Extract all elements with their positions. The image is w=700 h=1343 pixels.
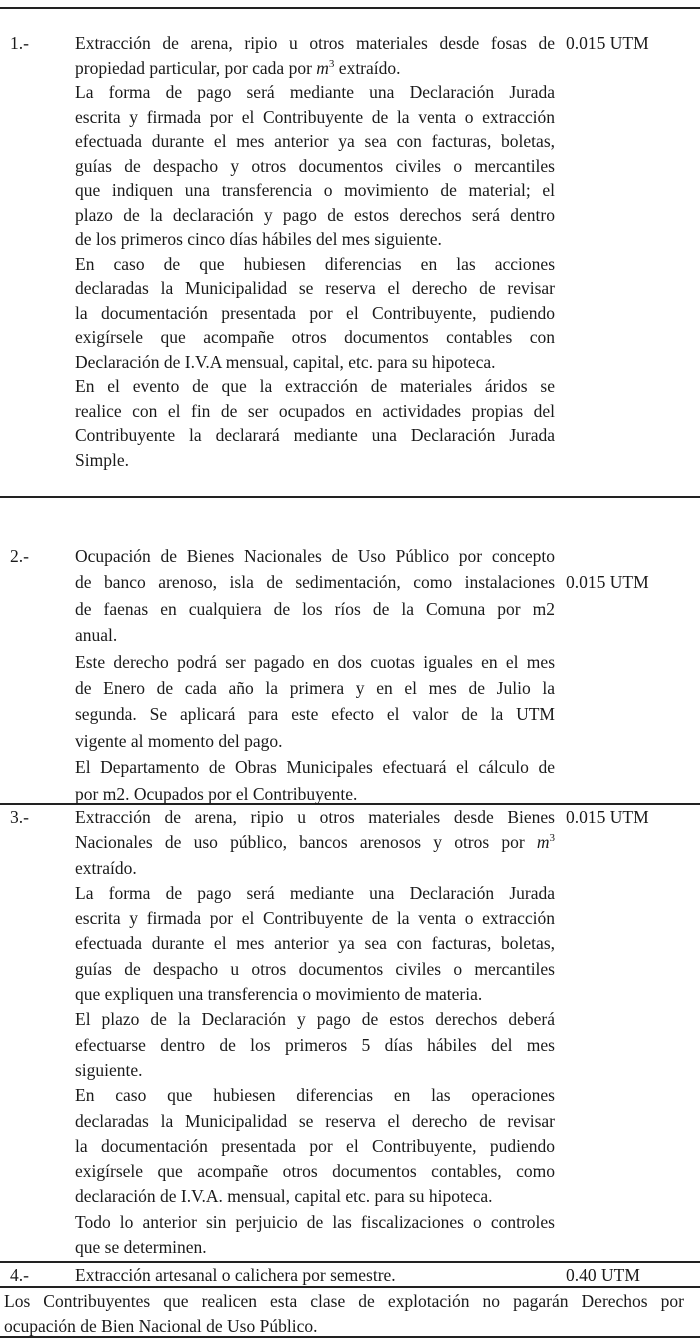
rule-after-item-1 [0, 496, 700, 498]
item-amount: 0.015 UTM [566, 572, 649, 593]
description-line: segunda. Se aplicará para este efecto el valor de la UTM [75, 704, 555, 725]
description-line: de banco arenoso, isla de sedimentación, como instalaciones [75, 572, 555, 593]
item-description [75, 543, 555, 807]
item-amount: 0.015 UTM [566, 807, 649, 827]
item-description [75, 31, 555, 472]
note-line: Los Contribuyentes que realicen esta clase de explotación no pagarán Derechos por [4, 1291, 684, 1311]
description-line: Declaración de I.V.A mensual, capital, etc. para su hipoteca. [75, 351, 496, 372]
description-line: El plazo de la Declaración y pago de estos derechos deberá [75, 1009, 555, 1030]
item-number: 3.- [10, 807, 29, 827]
item-amount: 0.40 UTM [566, 1265, 640, 1285]
description-line: exigírsele que acompañe otros documentos contables, como [75, 1161, 555, 1182]
description-line: El Departamento de Obras Municipales efectuará el cálculo de [75, 757, 555, 778]
description-line: escrita y firmada por el Contribuyente de la venta o extracción [75, 106, 555, 127]
rule-top [0, 7, 700, 9]
description-line: anual. [75, 625, 118, 646]
description-line: En caso que hubiesen diferencias en las operaciones [75, 1085, 555, 1106]
description-line: vigente al momento del pago. [75, 730, 283, 751]
description-line: plazo de la declaración y pago de estos derechos será dentro [75, 204, 555, 225]
item-description [75, 1263, 555, 1287]
description-line: declaración de I.V.A. mensual, capital etc. para su hipoteca. [75, 1186, 493, 1207]
description-line: extraído. [75, 857, 137, 878]
description-line: realice con el fin de ser ocupados en actividades propias del [75, 400, 555, 421]
description-line: de los primeros cinco días hábiles del mes siguiente. [75, 229, 442, 249]
description-line: Extracción de arena, ripio u otros materiales desde Bienes [75, 807, 555, 827]
description-line: En el evento de que la extracción de materiales áridos se [75, 376, 555, 396]
description-line: declaradas la Municipalidad se reserva el derecho de revisar [75, 1110, 555, 1131]
footer-note [4, 1289, 684, 1339]
description-line: Este derecho podrá ser pagado en dos cuotas iguales en el mes [75, 651, 555, 672]
description-line: siguiente. [75, 1059, 143, 1080]
description-line: Contribuyente la declarará mediante una Declaración Jurada [75, 425, 555, 445]
item-number: 1.- [10, 33, 29, 53]
description-line: Extracción de arena, ripio u otros materiales desde fosas de [75, 33, 555, 53]
description-line: que se determinen. [75, 1237, 207, 1258]
description-line: escrita y firmada por el Contribuyente de la venta o extracción [75, 908, 555, 929]
description-line: Todo lo anterior sin perjuicio de las fiscalizaciones o controles [75, 1211, 555, 1232]
description-line: declaradas la Municipalidad se reserva el derecho de revisar [75, 278, 555, 298]
description-line: Nacionales de uso público, bancos arenosos y otros por $m^3$ [75, 832, 555, 853]
item-number: 4.- [10, 1265, 29, 1285]
item-number: 2.- [10, 546, 29, 566]
description-line: Extracción artesanal o calichera por semestre. [75, 1265, 396, 1285]
description-line: de Enero de cada año la primera y en el mes de Julio la [75, 677, 555, 698]
description-line: propiedad particular, por cada por $m^3$ extraído. [75, 57, 401, 78]
description-line: exigírsele que acompañe otros documentos contables con [75, 327, 555, 347]
description-line: La forma de pago será mediante una Declaración Jurada [75, 882, 555, 903]
description-line: En caso de que hubiesen diferencias en las acciones [75, 253, 555, 274]
description-line: efectuada durante el mes anterior ya sea con facturas, boletas, [75, 933, 555, 954]
description-line: efectuarse dentro de los primeros 5 días hábiles del mes [75, 1034, 555, 1055]
description-line: Ocupación de Bienes Nacionales de Uso Público por concepto [75, 546, 555, 566]
description-line: efectuada durante el mes anterior ya sea con facturas, boletas, [75, 131, 555, 151]
item-description [75, 805, 555, 1260]
note-line: ocupación de Bien Nacional de Uso Público. [4, 1316, 318, 1336]
description-line: por m2. Ocupados por el Contribuyente. [75, 783, 358, 804]
description-line: Simple. [75, 449, 129, 470]
description-line: la documentación presentada por el Contribuyente, pudiendo [75, 302, 555, 323]
description-line: que indiquen una transferencia o movimiento de material; el [75, 180, 555, 200]
description-line: que expliquen una transferencia o movimiento de materia. [75, 984, 483, 1005]
description-line: de faenas en cualquiera de los ríos de la Comuna por m2 [75, 598, 555, 619]
description-line: La forma de pago será mediante una Declaración Jurada [75, 82, 555, 102]
item-amount: 0.015 UTM [566, 33, 649, 53]
description-line: guías de despacho u otros documentos civiles o mercantiles [75, 958, 555, 979]
description-line: la documentación presentada por el Contribuyente, pudiendo [75, 1135, 555, 1156]
description-line: guías de despacho y otros documentos civiles o mercantiles [75, 155, 555, 176]
